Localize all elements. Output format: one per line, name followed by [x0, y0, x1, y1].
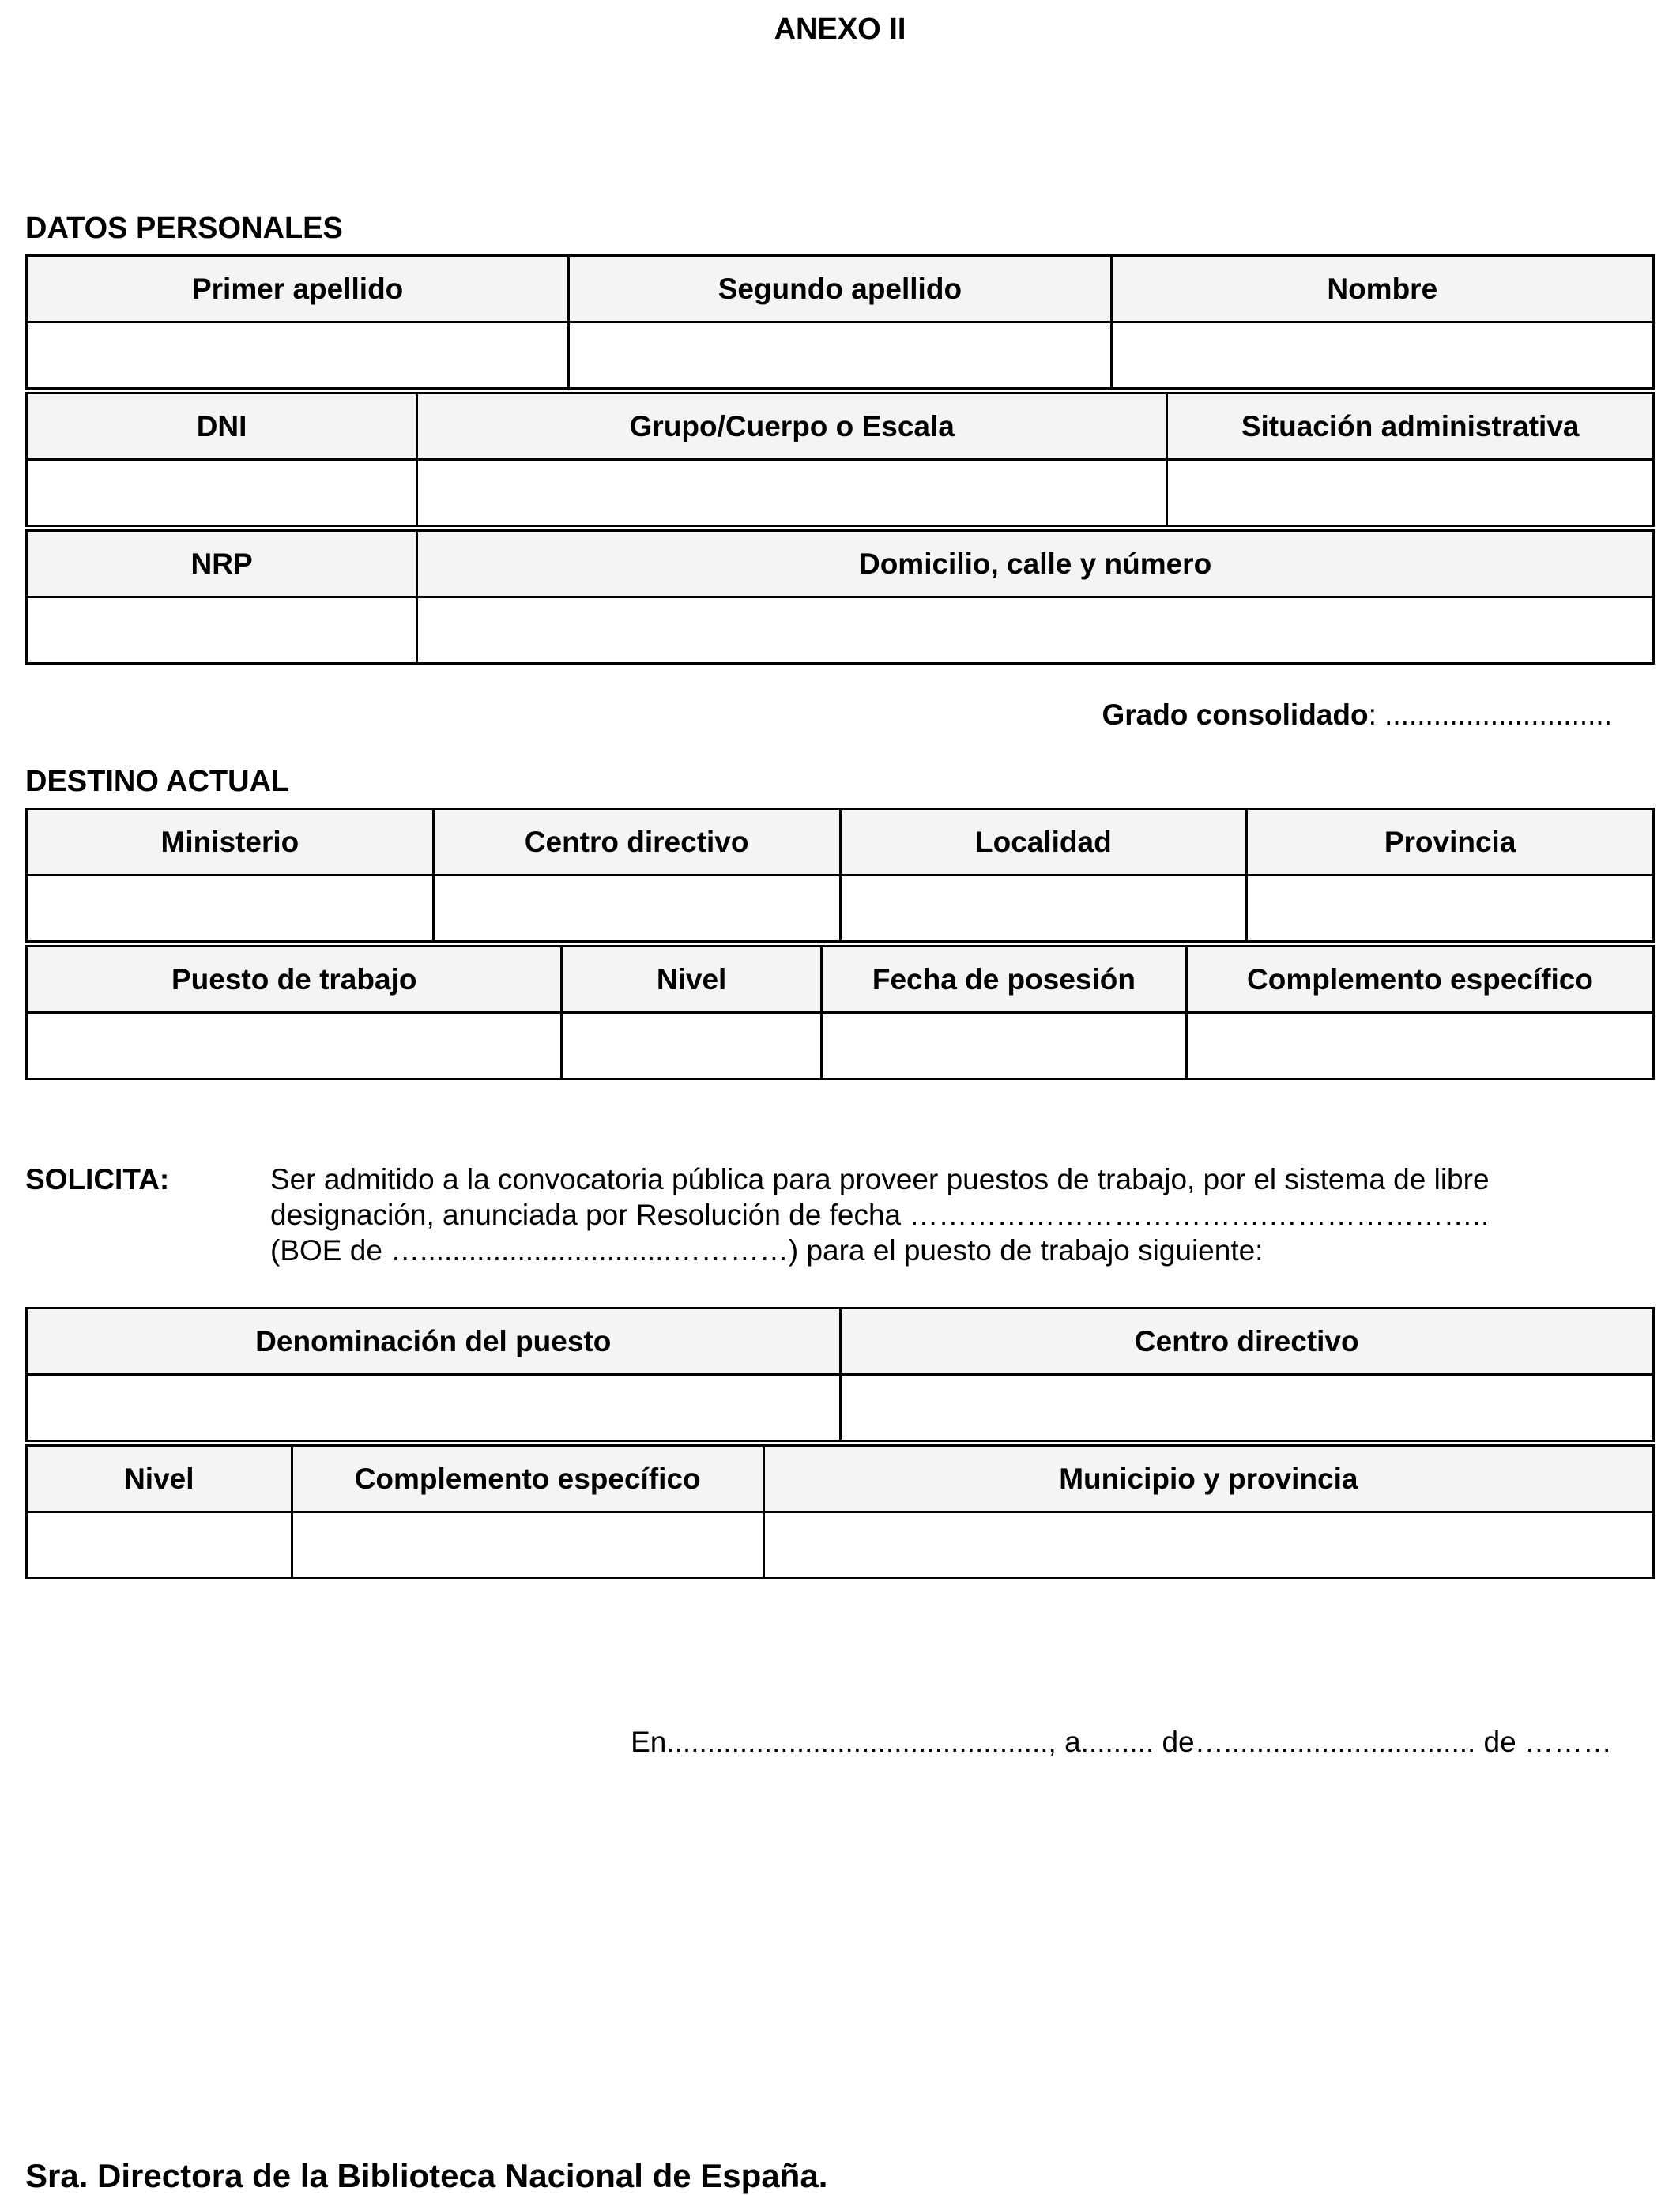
document-title: ANEXO II: [774, 13, 906, 46]
destinatario: Sra. Directora de la Biblioteca Nacional de España.: [25, 2157, 828, 2194]
field-primer-apellido[interactable]: [27, 322, 569, 389]
grado-label: Grado consolidado: [1102, 698, 1369, 731]
header-grupo-cuerpo: Grupo/Cuerpo o Escala: [417, 393, 1167, 460]
field-grupo-cuerpo[interactable]: [417, 460, 1167, 526]
puesto-solicitado-table: [25, 1307, 1655, 1442]
field-dni[interactable]: [27, 460, 417, 526]
header-nombre: Nombre: [1111, 256, 1654, 322]
field-nrp[interactable]: [27, 597, 417, 664]
header-segundo-apellido: Segundo apellido: [569, 256, 1111, 322]
field-complemento-especifico[interactable]: [1187, 1013, 1654, 1079]
field-municipio-provincia[interactable]: [763, 1512, 1653, 1579]
header-puesto-de-trabajo: Puesto de trabajo: [27, 947, 562, 1013]
puesto-solicitado-table-2: [25, 1444, 1655, 1579]
solicita-line-3[interactable]: (BOE de …...............................…………) para el puesto de trabajo siguiente:: [270, 1234, 1264, 1267]
field-nivel-solicitado[interactable]: [27, 1512, 292, 1579]
header-municipio-provincia: Municipio y provincia: [763, 1446, 1653, 1512]
solicita-line-2[interactable]: designación, anunciada por Resolución de fecha ……………………………….…………………..: [270, 1199, 1490, 1231]
lugar-fecha-line[interactable]: En..............................................., a......... de…............................... de ………: [631, 1726, 1612, 1758]
field-complemento-especifico-solicitado[interactable]: [292, 1512, 763, 1579]
header-complemento-especifico-solicitado: Complemento específico: [292, 1446, 763, 1512]
grado-value[interactable]: : ............................: [1368, 698, 1612, 731]
field-provincia[interactable]: [1247, 875, 1654, 942]
header-ministerio: Ministerio: [27, 809, 434, 875]
header-denominacion-puesto: Denominación del puesto: [27, 1308, 841, 1375]
datos-personales-table-2: [25, 392, 1655, 527]
header-complemento-especifico: Complemento específico: [1187, 947, 1654, 1013]
header-provincia: Provincia: [1247, 809, 1654, 875]
field-nombre[interactable]: [1111, 322, 1654, 389]
field-denominacion-puesto[interactable]: [27, 1375, 841, 1441]
header-centro-directivo-solicitado: Centro directivo: [840, 1308, 1654, 1375]
grado-consolidado: [1102, 698, 1612, 732]
field-centro-directivo-solicitado[interactable]: [840, 1375, 1654, 1441]
field-puesto-de-trabajo[interactable]: [27, 1013, 562, 1079]
header-fecha-posesion: Fecha de posesión: [821, 947, 1186, 1013]
field-domicilio[interactable]: [417, 597, 1654, 664]
destino-actual-table-2: [25, 945, 1655, 1080]
datos-personales-table: [25, 254, 1655, 390]
field-ministerio[interactable]: [27, 875, 434, 942]
solicita-label: SOLICITA:: [25, 1163, 170, 1195]
header-nivel-solicitado: Nivel: [27, 1446, 292, 1512]
field-situacion-administrativa[interactable]: [1167, 460, 1654, 526]
field-segundo-apellido[interactable]: [569, 322, 1111, 389]
header-localidad: Localidad: [840, 809, 1247, 875]
header-primer-apellido: Primer apellido: [27, 256, 569, 322]
field-centro-directivo[interactable]: [433, 875, 840, 942]
field-fecha-posesion[interactable]: [821, 1013, 1186, 1079]
header-dni: DNI: [27, 393, 417, 460]
datos-personales-table-3: [25, 529, 1655, 665]
field-nivel[interactable]: [562, 1013, 821, 1079]
header-domicilio: Domicilio, calle y número: [417, 531, 1654, 597]
destino-actual-heading: DESTINO ACTUAL: [25, 765, 290, 798]
solicita-line-1: Ser admitido a la convocatoria pública para proveer puestos de trabajo, por el sistema de libre: [270, 1163, 1490, 1195]
field-localidad[interactable]: [840, 875, 1247, 942]
header-nivel: Nivel: [562, 947, 821, 1013]
solicita-text: [270, 1162, 1629, 1268]
destino-actual-table: [25, 808, 1655, 943]
header-nrp: NRP: [27, 531, 417, 597]
datos-personales-heading: DATOS PERSONALES: [25, 212, 343, 245]
header-situacion-administrativa: Situación administrativa: [1167, 393, 1654, 460]
header-centro-directivo: Centro directivo: [433, 809, 840, 875]
